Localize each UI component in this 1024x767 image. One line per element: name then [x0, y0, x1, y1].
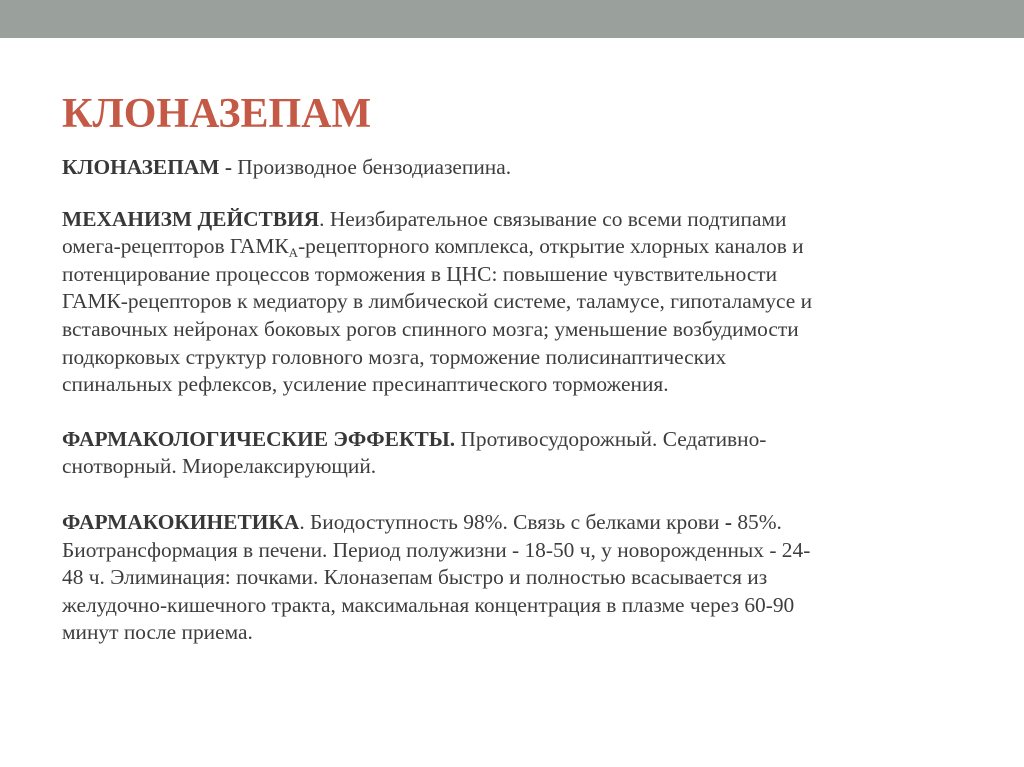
kinetics-dash: -	[724, 509, 732, 534]
effects-line: Противосудорожный. Седативно-	[455, 426, 767, 451]
slide-title: КЛОНАЗЕПАМ	[62, 91, 372, 137]
mechanism-line: подкорковых структур головного мозга, торможение полисинаптических	[62, 344, 727, 369]
mechanism-line: потенцирование процессов торможения в ЦНС: повышение чувствительности	[62, 261, 778, 286]
effects-line: снотворный. Миорелаксирующий.	[62, 454, 377, 479]
effects-paragraph	[62, 426, 967, 481]
mechanism-line: ГАМК-рецепторов к медиатору в лимбической системе, таламусе, гипоталамусе и	[62, 289, 813, 314]
intro-text: Производное бензодиазепина.	[231, 155, 512, 179]
kinetics-label: ФАРМАКОКИНЕТИКА	[62, 509, 300, 534]
kinetics-paragraph	[62, 509, 967, 647]
mechanism-line: Неизбирательное связывание со всеми подтипами	[324, 206, 787, 231]
intro-label: КЛОНАЗЕПАМ -	[62, 155, 232, 179]
kinetics-line: Биодоступность 98%. Связь с белками крови	[304, 509, 725, 534]
mechanism-line: вставочных нейронах боковых рогов спинного мозга; уменьшение возбудимости	[62, 316, 799, 341]
intro-paragraph	[62, 154, 967, 182]
gaba-subscript: А	[288, 245, 299, 261]
mechanism-line: спинальных рефлексов, усиление пресинаптического торможения.	[62, 372, 669, 397]
kinetics-line: 48 ч. Элиминация: почками. Клоназепам быстро и полностью всасывается из	[62, 565, 768, 590]
effects-label: ФАРМАКОЛОГИЧЕСКИЕ ЭФФЕКТЫ.	[62, 426, 456, 451]
slide-body	[62, 154, 967, 647]
mechanism-paragraph	[62, 206, 967, 399]
top-bar	[0, 0, 1024, 38]
mechanism-label-end: .	[319, 206, 325, 231]
kinetics-line: 85%.	[731, 509, 782, 534]
kinetics-line: Биотрансформация в печени. Период полужизни - 18-50 ч, у новорожденных - 24-	[62, 537, 811, 562]
mechanism-line: омега-рецепторов ГАМК	[62, 234, 289, 259]
kinetics-label-end: .	[299, 509, 305, 534]
mechanism-line: -рецепторного комплекса, открытие хлорных каналов и	[298, 234, 804, 259]
kinetics-line: минут после приема.	[62, 620, 253, 645]
kinetics-line: желудочно-кишечного тракта, максимальная концентрация в плазме через 60-90	[62, 592, 795, 617]
mechanism-label: МЕХАНИЗМ ДЕЙСТВИЯ	[62, 206, 320, 231]
